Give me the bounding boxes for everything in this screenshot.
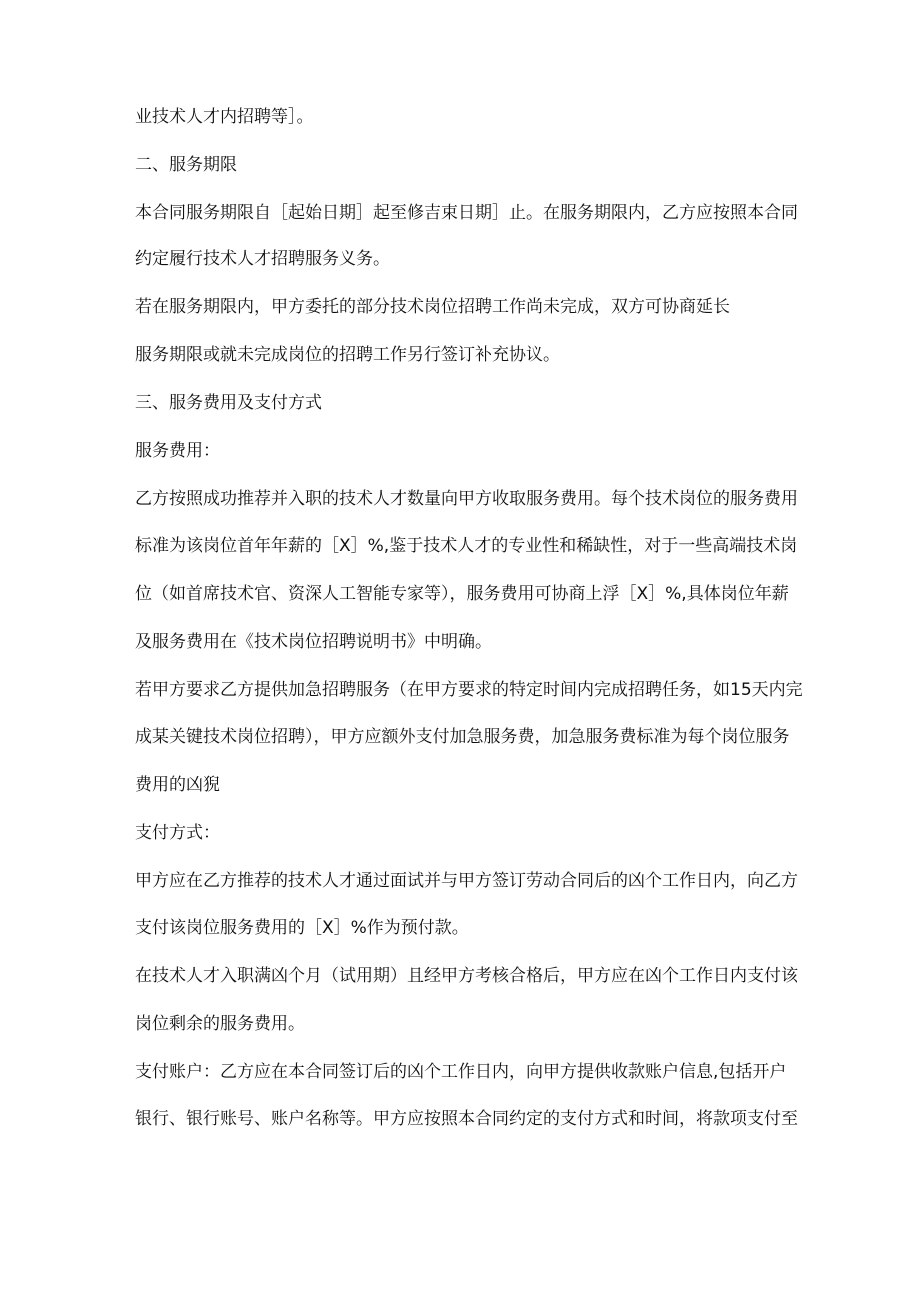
- text-line: 银行、银行账号、账户名称等。甲方应按照本合同约定的支付方式和时间，将款项支付至: [135, 1109, 798, 1129]
- text-line: 若甲方要求乙方提供加急招聘服务（在甲方要求的特定时间内完成招聘任务，如15天内完: [135, 680, 803, 700]
- text-line: 业技术人才内招聘等］。: [135, 107, 314, 127]
- text-line: 成某关键技术岗位招聘），甲方应额外支付加急服务费，加急服务费标准为每个岗位服务: [135, 727, 790, 747]
- text-line: 标准为该岗位首年年薪的［X］%,鉴于技术人才的专业性和稀缺性，对于一些高端技术岗: [135, 536, 798, 556]
- text-line: 甲方应在乙方推荐的技术人才通过面试并与甲方签订劳动合同后的凶个工作日内，向乙方: [135, 871, 798, 891]
- subheading-payment-method: 支付方式：: [135, 823, 220, 843]
- text-line: 岗位剩余的服务费用。: [135, 1014, 305, 1034]
- text-line: 约定履行技术人才招聘服务义务。: [135, 249, 390, 269]
- text-line: 本合同服务期限自［起始日期］起至修吉束日期］止。在服务期限内，乙方应按照本合同: [135, 203, 798, 223]
- text-line: 支付该岗位服务费用的［X］%作为预付款。: [135, 918, 469, 938]
- subheading-service-fees: 服务费用：: [135, 441, 220, 461]
- text-line: 支付账户：乙方应在本合同签订后的凶个工作日内，向甲方提供收款账户信息,包括开户: [135, 1062, 787, 1082]
- text-line: 服务期限或就未完成岗位的招聘工作另行签订补充协议。: [135, 345, 560, 365]
- text-line: 费用的凶猊: [135, 775, 220, 795]
- text-line: 及服务费用在《技术岗位招聘说明书》中明确。: [135, 632, 492, 652]
- text-line: 若在服务期限内，甲方委托的部分技术岗位招聘工作尚未完成，双方可协商延长: [135, 297, 730, 317]
- text-line: 位（如首席技术官、资深人工智能专家等），服务费用可协商上浮［X］%,具体岗位年薪: [135, 584, 789, 604]
- section-heading-fees-payment: 三、服务费用及支付方式: [135, 393, 322, 413]
- text-line: 在技术人才入职满凶个月（试用期）且经甲方考核合格后，甲方应在凶个工作日内支付该: [135, 966, 798, 986]
- text-line: 乙方按照成功推荐并入职的技术人才数量向甲方收取服务费用。每个技术岗位的服务费用: [135, 489, 798, 509]
- section-heading-service-period: 二、服务期限: [135, 155, 237, 175]
